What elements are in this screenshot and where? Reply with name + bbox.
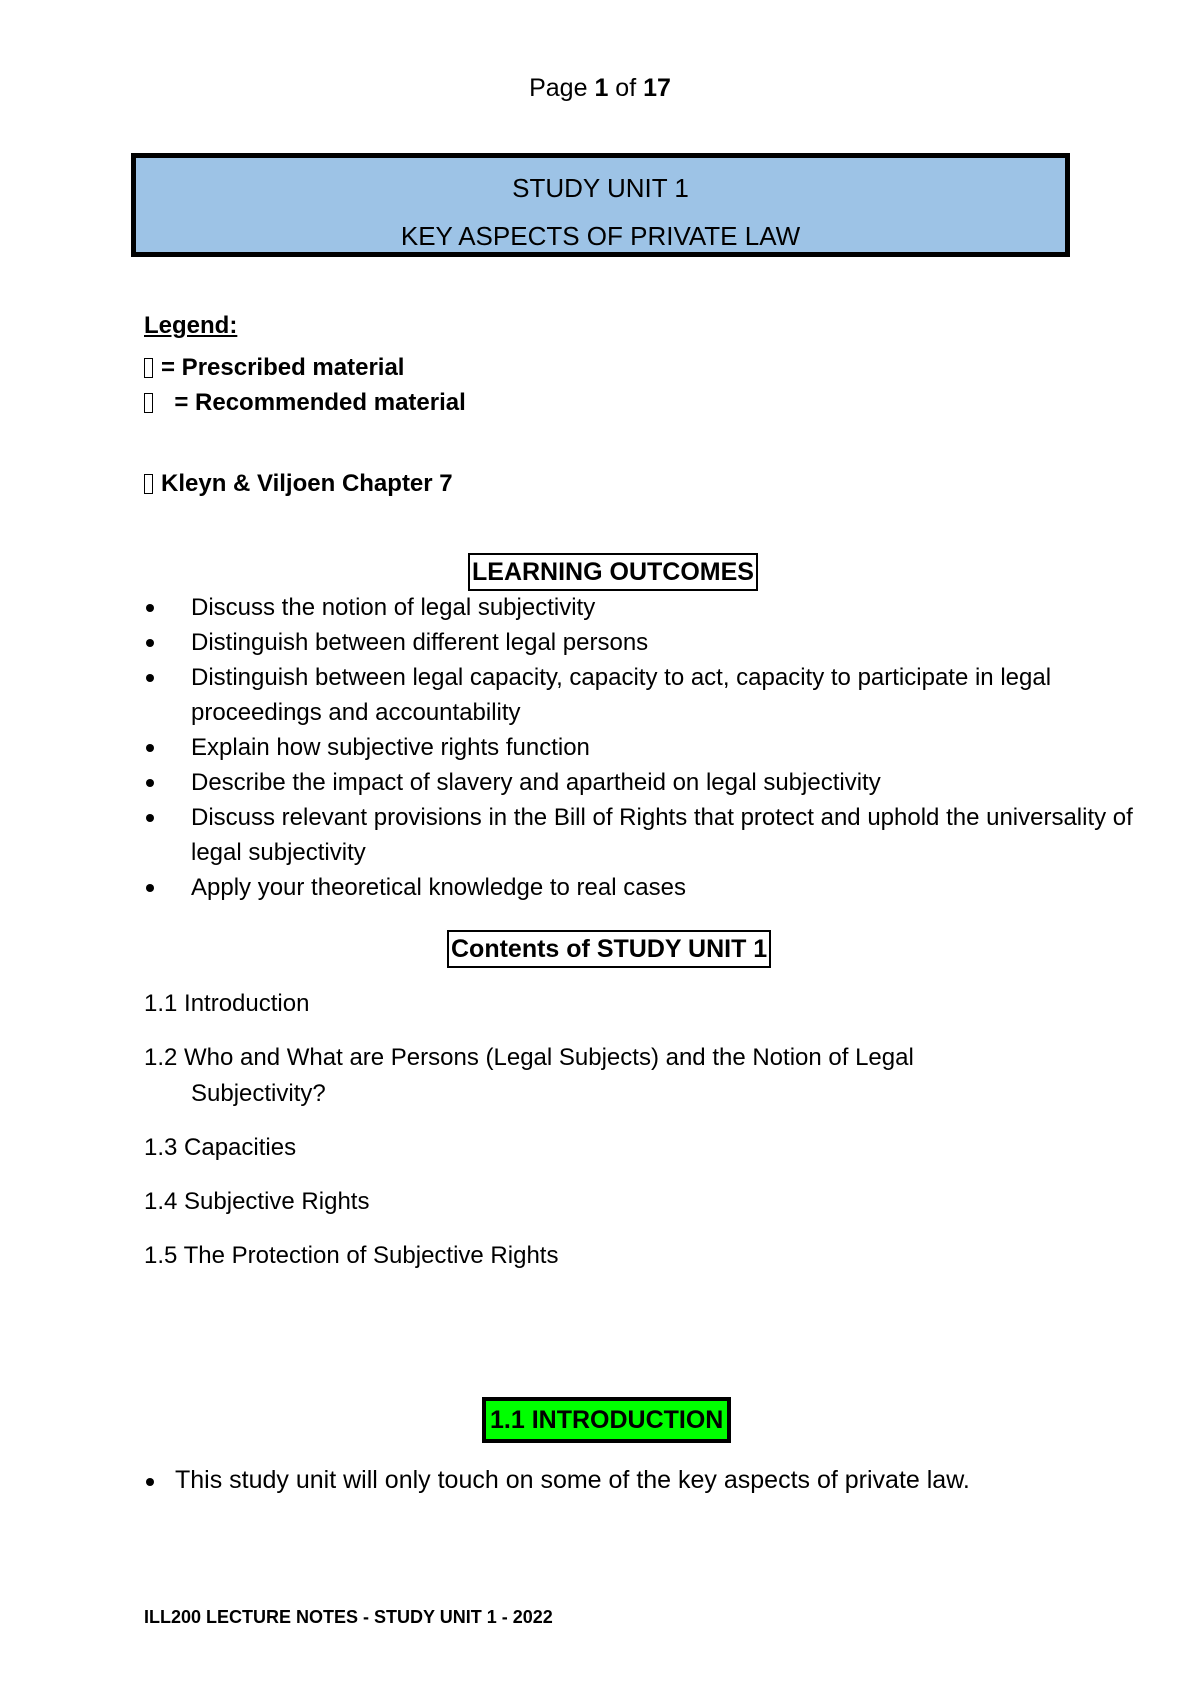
legend-prescribed-label: = Prescribed material	[161, 354, 405, 381]
prescribed-reference	[144, 470, 453, 498]
table-of-contents	[144, 986, 1144, 1292]
reference-label: Kleyn & Viljoen Chapter 7	[161, 470, 453, 497]
total-pages: 17	[643, 74, 671, 102]
legend-heading: Legend:	[144, 312, 238, 339]
recommended-icon	[144, 393, 153, 413]
learning-outcomes-heading: LEARNING OUTCOMES	[468, 553, 758, 591]
toc-entry: 1.3 Capacities	[144, 1134, 297, 1161]
list-item: Explain how subjective rights function	[144, 730, 1134, 765]
list-item: Distinguish between different legal persons	[144, 625, 1134, 660]
page-sep: of	[608, 74, 644, 102]
page-number	[0, 74, 1200, 103]
page-prefix: Page	[529, 74, 595, 102]
list-item: Discuss the notion of legal subjectivity	[144, 590, 1134, 625]
legend-recommended-label: = Recommended material	[161, 389, 466, 416]
legend-recommended	[144, 389, 466, 417]
toc-entry: 1.5 The Protection of Subjective Rights	[144, 1242, 559, 1269]
list-item: Distinguish between legal capacity, capacity to act, capacity to participate in legal proceedings and accountability	[144, 660, 1134, 730]
toc-entry: 1.4 Subjective Rights	[144, 1188, 370, 1215]
contents-heading: Contents of STUDY UNIT 1	[447, 930, 771, 968]
unit-title: STUDY UNIT 1	[512, 173, 689, 203]
introduction-heading: 1.1 INTRODUCTION	[482, 1397, 731, 1443]
prescribed-icon	[144, 358, 153, 378]
prescribed-icon	[144, 474, 153, 494]
list-item: Apply your theoretical knowledge to real cases	[144, 870, 1134, 905]
toc-entry: 1.1 Introduction	[144, 990, 310, 1017]
learning-outcomes-list	[144, 590, 1134, 905]
list-item: Describe the impact of slavery and apartheid on legal subjectivity	[144, 765, 1134, 800]
list-item: Discuss relevant provisions in the Bill of Rights that protect and uphold the universality of legal subjectivity	[144, 800, 1134, 870]
introduction-bullet: This study unit will only touch on some of the key aspects of private law.	[144, 1466, 970, 1495]
current-page: 1	[594, 74, 609, 102]
title-box	[131, 153, 1070, 257]
legend-prescribed	[144, 354, 404, 382]
unit-subtitle: KEY ASPECTS OF PRIVATE LAW	[400, 221, 801, 251]
toc-entry: 1.2 Who and What are Persons (Legal Subjects) and the Notion of Legal Subjectivity?	[144, 1044, 914, 1107]
page-footer: ILL200 LECTURE NOTES - STUDY UNIT 1 - 2022	[144, 1607, 553, 1627]
